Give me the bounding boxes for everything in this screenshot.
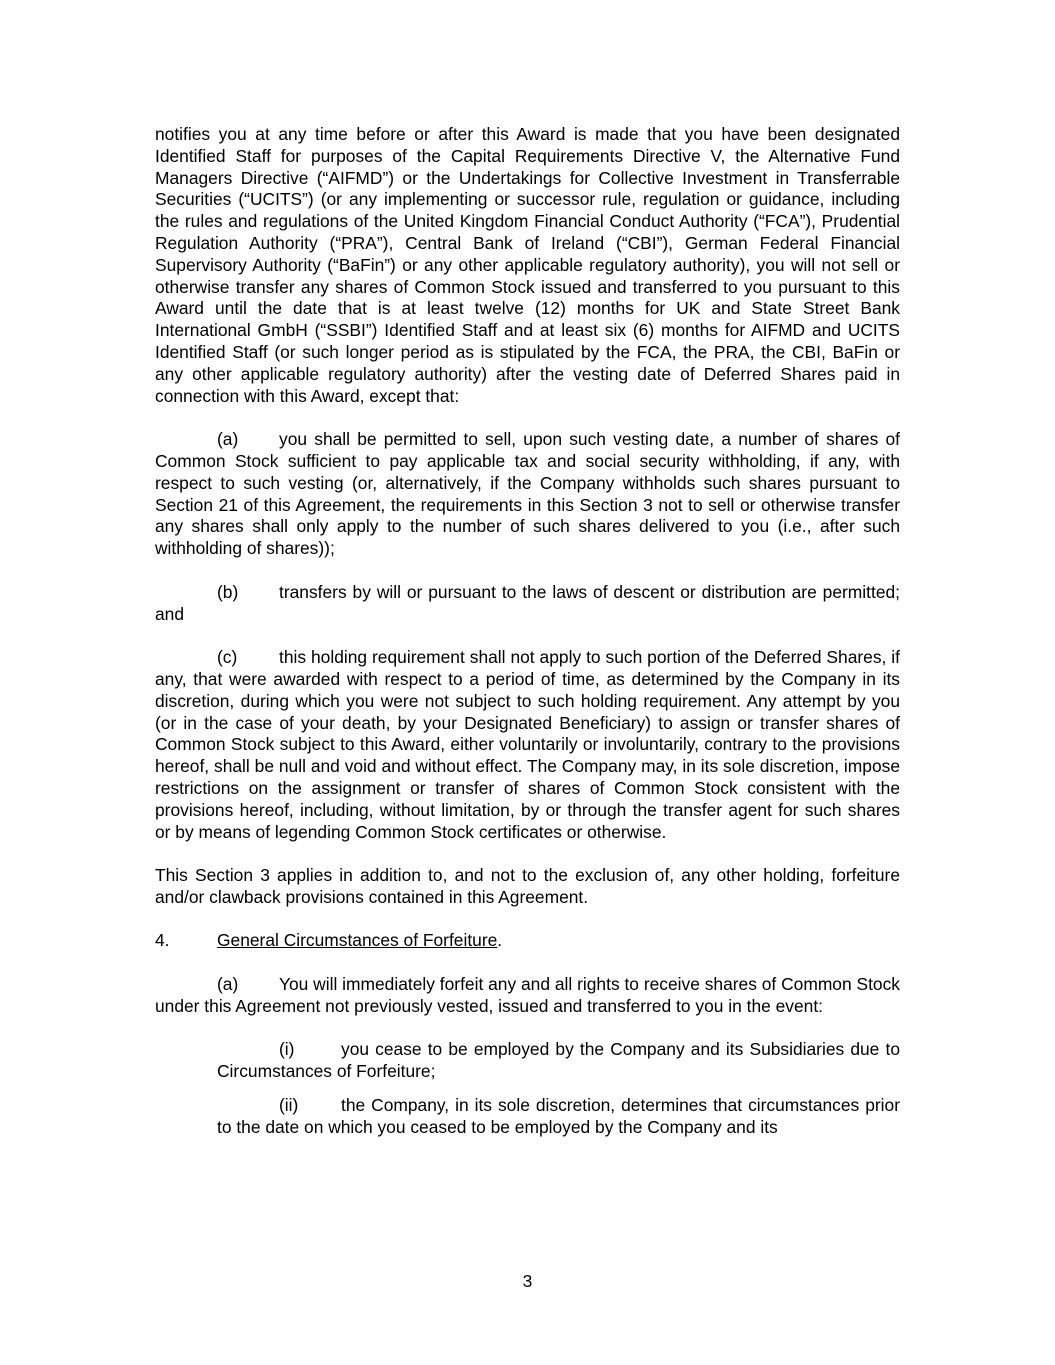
exception-a-label: (a) bbox=[217, 429, 239, 450]
section4-item-ii-label: (ii) bbox=[279, 1095, 299, 1116]
exception-c bbox=[155, 647, 900, 843]
document-page bbox=[155, 124, 900, 1139]
section4-item-ii bbox=[217, 1095, 900, 1139]
section3-closing: This Section 3 applies in addition to, and not to the exclusion of, any other holding, forfeiture and/or clawback provisions contained in this Agreement. bbox=[155, 865, 900, 907]
section4-heading bbox=[155, 930, 900, 952]
exception-a bbox=[155, 429, 900, 560]
intro-paragraph: notifies you at any time before or after this Award is made that you have been designated Identified Staff for purposes of the Capital Requirements Directive V, the Alternative Fund Managers Directive (“AIFMD”) or the Undertakings for Collective Investment in Transferrable Securities (“UCITS”) (or any implementing or successor rule, regulation or guidance, including the rules and regulations of the United Kingdom Financial Conduct Authority (“FCA”), Prudential Regulation Authority (“PRA”), Central Bank of Ireland (“CBI”), German Federal Financial Supervisory Authority (“BaFin”) or any other applicable regulatory authority), you will not sell or otherwise transfer any shares of Common Stock issued and transferred to you pursuant to this Award until the date that is at least twelve (12) months for UK and State Street Bank International GmbH (“SSBI”) Identified Staff and at least six (6) months for AIFMD and UCITS Identified Staff (or such longer period as is stipulated by the FCA, the PRA, the CBI, BaFin or any other applicable regulatory authority) after the vesting date of Deferred Shares paid in connection with this Award, except that: bbox=[155, 124, 900, 406]
section4-title-period: . bbox=[497, 930, 503, 951]
section4-item-ii-text: the Company, in its sole discretion, determines that circumstances prior to the date on which you ceased to be employed by the Company and its bbox=[217, 1095, 900, 1137]
exception-a-text: you shall be permitted to sell, upon such vesting date, a number of shares of Common Stock sufficient to pay applicable tax and social security withholding, if any, with respect to such vesting (or, alternatively, if the Company withholds such shares pursuant to Section 21 of this Agreement, the requirements in this Section 3 not to sell or otherwise transfer any shares shall only apply to the number of such shares delivered to you (i.e., after such withholding of shares)); bbox=[155, 429, 900, 559]
exception-c-text: this holding requirement shall not apply to such portion of the Deferred Shares, if any, that were awarded with respect to a period of time, as determined by the Company in its discretion, during which you were not subject to such holding requirement. Any attempt by you (or in the case of your death, by your Designated Beneficiary) to assign or transfer shares of Common Stock subject to this Award, either voluntarily or involuntarily, contrary to the provisions hereof, shall be null and void and without effect. The Company may, in its sole discretion, impose restrictions on the assignment or transfer of shares of Common Stock consistent with the provisions hereof, including, without limitation, by or through the transfer agent for such shares or by means of legending Common Stock certificates or otherwise. bbox=[155, 647, 900, 842]
section4-a-label: (a) bbox=[217, 974, 239, 995]
section4-number: 4. bbox=[155, 930, 170, 951]
section4-title: General Circumstances of Forfeiture bbox=[217, 930, 498, 951]
exception-b-label: (b) bbox=[217, 581, 239, 602]
section4-item-i-label: (i) bbox=[279, 1039, 295, 1060]
section4-item-i-text: you cease to be employed by the Company and its Subsidiaries due to Circumstances of Forfeiture; bbox=[217, 1039, 900, 1082]
exception-c-label: (c) bbox=[217, 647, 238, 668]
exception-b bbox=[155, 582, 900, 626]
section4-a bbox=[155, 974, 900, 1018]
section4-item-i bbox=[217, 1039, 900, 1083]
exception-b-text: transfers by will or pursuant to the laws of descent or distribution are permitted; and bbox=[155, 581, 900, 624]
page-number: 3 bbox=[522, 1271, 533, 1291]
section4-a-text: You will immediately forfeit any and all rights to receive shares of Common Stock under this Agreement not previously vested, issued and transferred to you in the event: bbox=[155, 974, 900, 1016]
